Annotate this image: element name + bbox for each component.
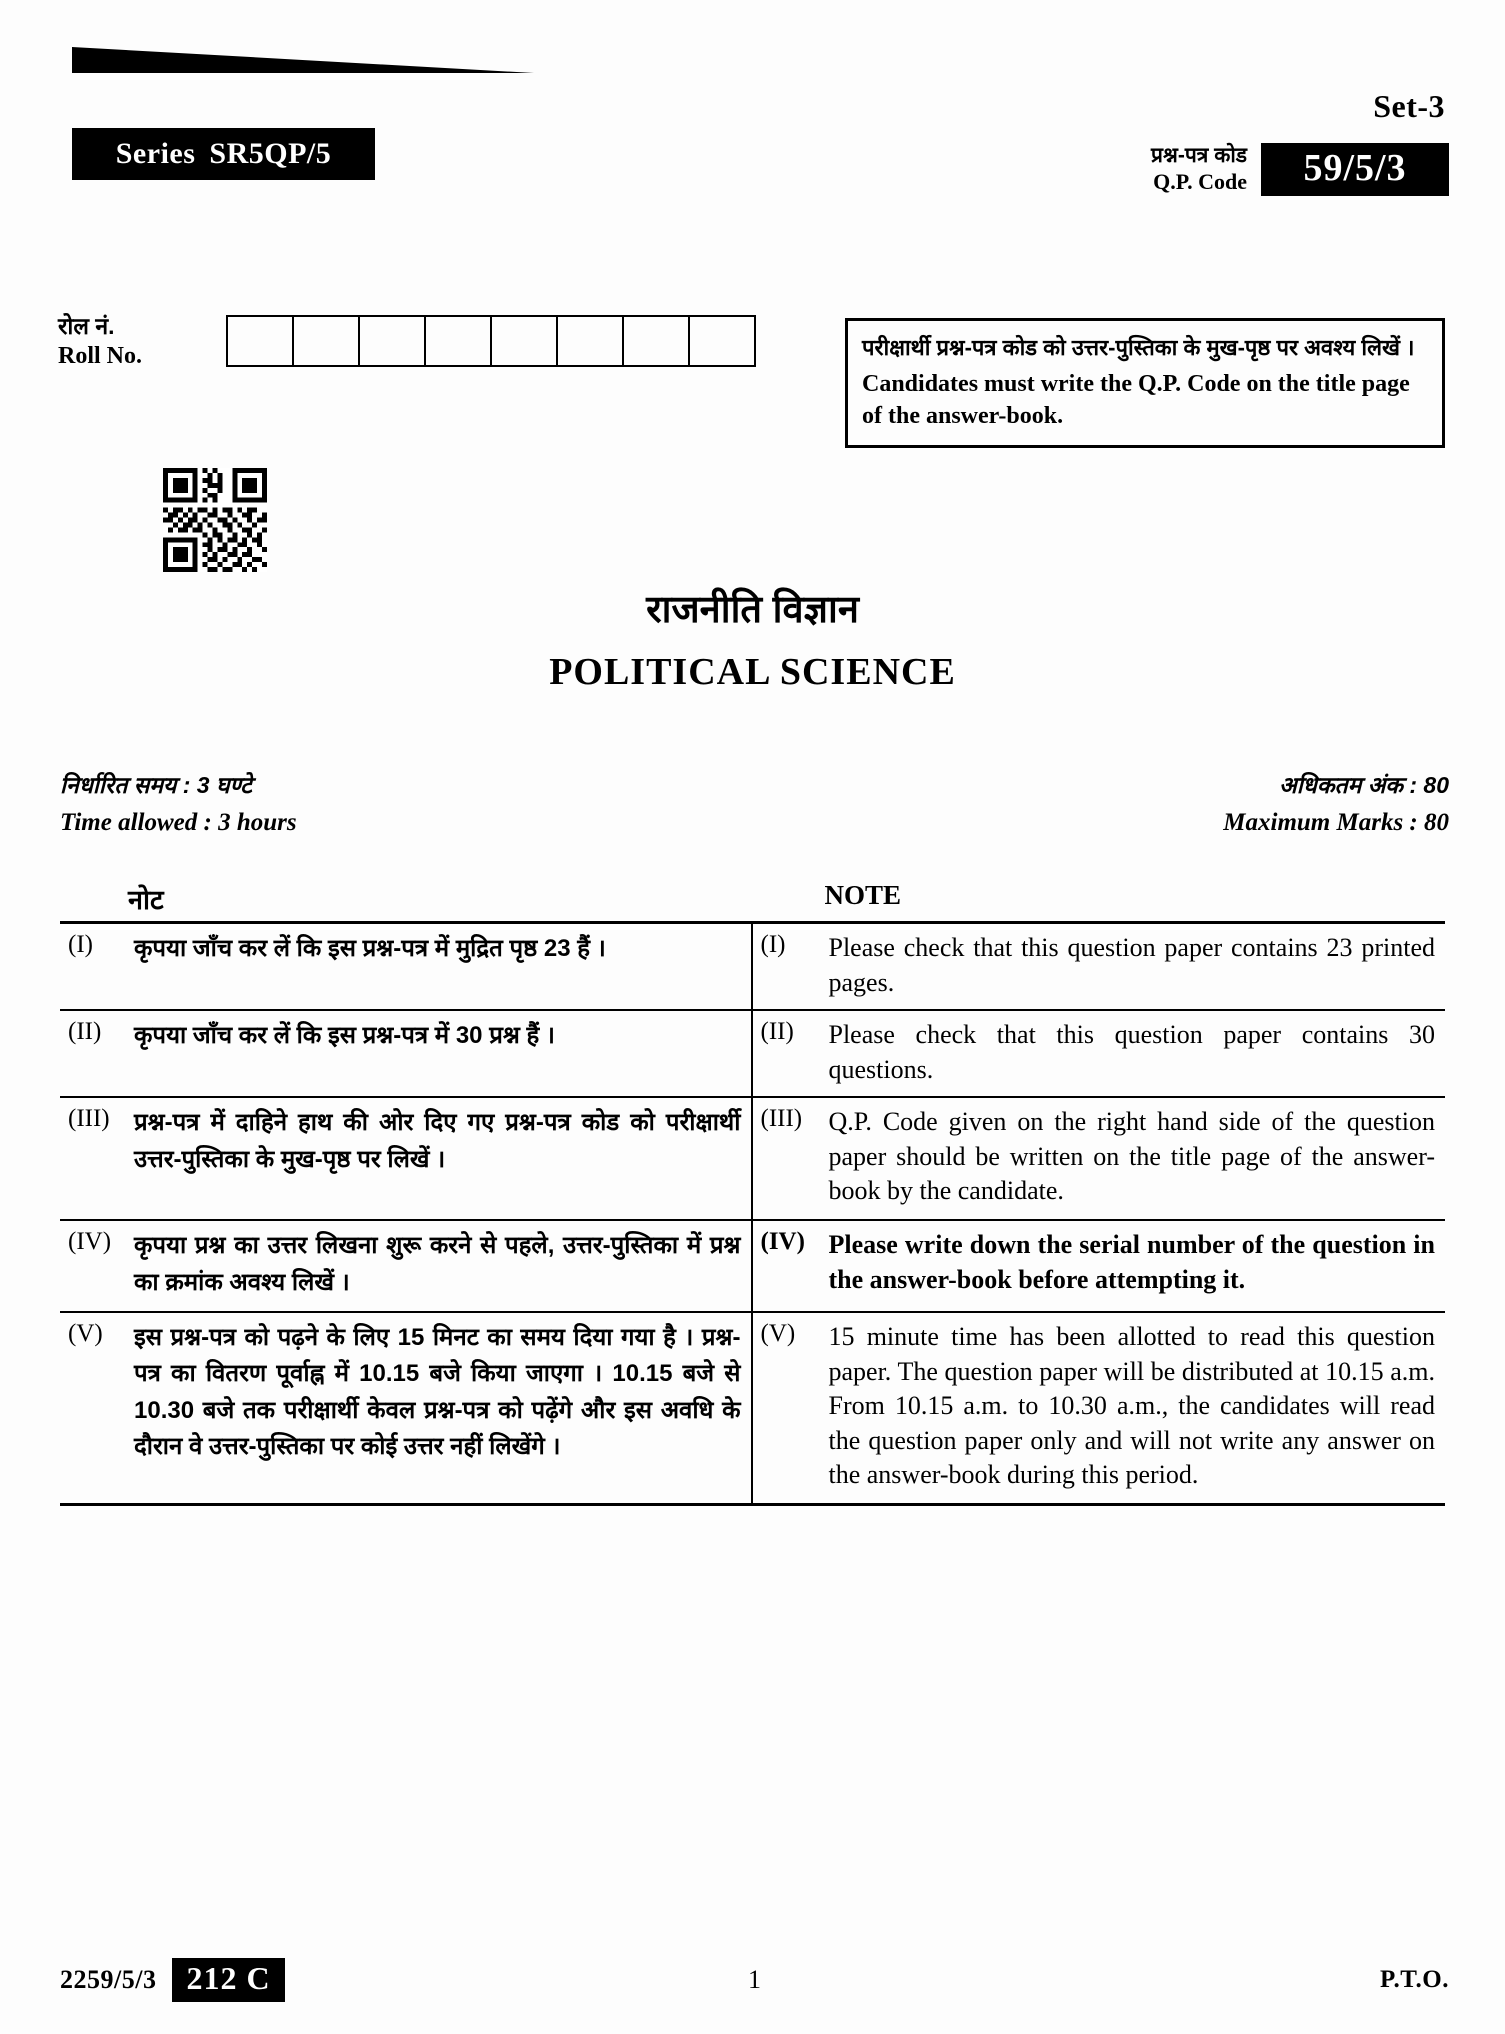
note-cell-hindi [60,1221,753,1311]
exam-meta-row [60,768,1449,842]
series-box [72,128,375,180]
maximum-marks-hindi: अधिकतम अंक : 80 [1279,772,1449,798]
notice-text-hindi: परीक्षार्थी प्रश्न-पत्र कोड को उत्तर-पुस्तिका के मुख-पृष्ठ पर अवश्य लिखें । [862,335,1415,360]
footer-page-number: 1 [748,1965,761,1994]
roll-digit-cell[interactable] [294,317,360,365]
note-number: (IV) [68,1228,112,1256]
note-number: (V) [760,1319,796,1347]
page-title-hindi: राजनीति विज्ञान [646,589,859,631]
set-label: Set-3 [1373,88,1445,124]
scan-artifact [72,47,534,73]
note-number: (II) [760,1018,794,1046]
note-number: (IV) [760,1228,805,1256]
qp-code-label-english: Q.P. Code [1153,168,1247,194]
note-number: (III) [760,1105,803,1133]
note-text-hindi: कृपया जाँच कर लें कि इस प्रश्न-पत्र में 30 प्रश्न हैं । [134,1022,555,1050]
note-cell-hindi [60,1313,753,1503]
qp-code-value: 59/5/3 [1261,143,1449,196]
note-text-hindi: इस प्रश्न-पत्र को पढ़ने के लिए 15 मिनट का समय दिया गया है । प्रश्न-पत्र का वितरण पूर्वाह्न में 10.15 बजे किया जाएगा । 10.15 बजे से 10.30 बजे तक परीक्षार्थी केवल प्रश्न-पत्र को पढ़ेंगे और इस अवधि के दौरान वे उत्तर-पुस्तिका पर कोई उत्तर नहीं लिखेंगे । [134,1323,741,1461]
note-cell-hindi [60,924,753,1009]
roll-digit-cell[interactable] [228,317,294,365]
note-text-english: Q.P. Code given on the right hand side of the question paper should be written on the title page of the answer-book by the candidate. [828,1107,1435,1206]
note-cell-hindi [60,1011,753,1096]
note-row [60,1098,1445,1221]
notes-section [60,880,1445,1506]
roll-digit-cell[interactable] [558,317,624,365]
roll-digit-cell[interactable] [624,317,690,365]
footer-box-code: 212 C [172,1958,284,2002]
note-cell-english [753,924,1446,1009]
note-row [60,1221,1445,1313]
time-allowed-english: Time allowed : 3 hours [60,808,297,836]
note-number: (I) [760,931,786,958]
note-number: (I) [68,931,93,958]
notice-text-english: Candidates must write the Q.P. Code on the title page of the answer-book. [862,371,1410,429]
note-cell-english [753,1098,1446,1219]
time-allowed-hindi: निर्धारित समय : 3 घण्टे [60,772,252,798]
notes-heading-row [60,880,1445,921]
note-text-english: Please check that this question paper contains 23 printed pages. [828,933,1435,997]
notes-heading-hindi: नोट [128,885,164,915]
note-text-hindi: प्रश्न-पत्र में दाहिने हाथ की ओर दिए गए प्रश्न-पत्र कोड को परीक्षार्थी उत्तर-पुस्तिका के मुख-पृष्ठ पर लिखें । [134,1109,741,1173]
note-cell-english [753,1011,1446,1096]
qp-code-label-hindi: प्रश्न-पत्र कोड [1151,144,1247,168]
note-number: (V) [68,1319,103,1347]
roll-label-hindi: रोल नं. [58,313,115,339]
roll-digit-cell[interactable] [426,317,492,365]
page-title-english: POLITICAL SCIENCE [549,651,956,693]
note-cell-english [753,1313,1446,1503]
note-row [60,1313,1445,1503]
page-footer [60,1954,1449,2006]
roll-number-group [58,312,756,371]
series-label: Series [115,137,196,170]
qr-code-icon [163,468,267,572]
note-text-hindi: कृपया जाँच कर लें कि इस प्रश्न-पत्र में मुद्रित पृष्ठ 23 हैं । [134,935,606,962]
note-text-hindi: कृपया प्रश्न का उत्तर लिखना शुरू करने से पहले, उत्तर-पुस्तिका में प्रश्न का क्रमांक अवश्य लिखें । [134,1232,741,1296]
candidate-notice-box [845,318,1445,448]
footer-paper-code: 2259/5/3 [60,1965,157,1994]
notes-table [60,921,1445,1506]
qp-code-group [1151,143,1449,196]
note-cell-english [753,1221,1446,1311]
notes-heading-english: NOTE [824,880,902,910]
footer-pto-label: P.T.O. [1380,1966,1449,1993]
series-value: SR5QP/5 [209,137,332,170]
note-number: (III) [68,1105,110,1133]
roll-digit-cell[interactable] [360,317,426,365]
note-text-english: Please check that this question paper contains 30 questions. [828,1020,1435,1084]
note-row [60,1011,1445,1098]
note-cell-hindi [60,1098,753,1219]
roll-number-grid[interactable] [226,315,756,367]
note-number: (II) [68,1018,102,1046]
note-text-english: Please write down the serial number of the question in the answer-book before attempting it. [828,1230,1435,1294]
maximum-marks-english: Maximum Marks : 80 [1223,808,1449,836]
note-text-english: 15 minute time has been allotted to read this question paper. The question paper will be distributed at 10.15 a.m. From 10.15 a.m. to 10.30 a.m., the candidates will read the question paper only and will not write any answer on the answer-book during this period. [828,1321,1435,1490]
roll-digit-cell[interactable] [690,317,754,365]
roll-digit-cell[interactable] [492,317,558,365]
roll-label-english: Roll No. [58,342,142,369]
note-row [60,924,1445,1011]
